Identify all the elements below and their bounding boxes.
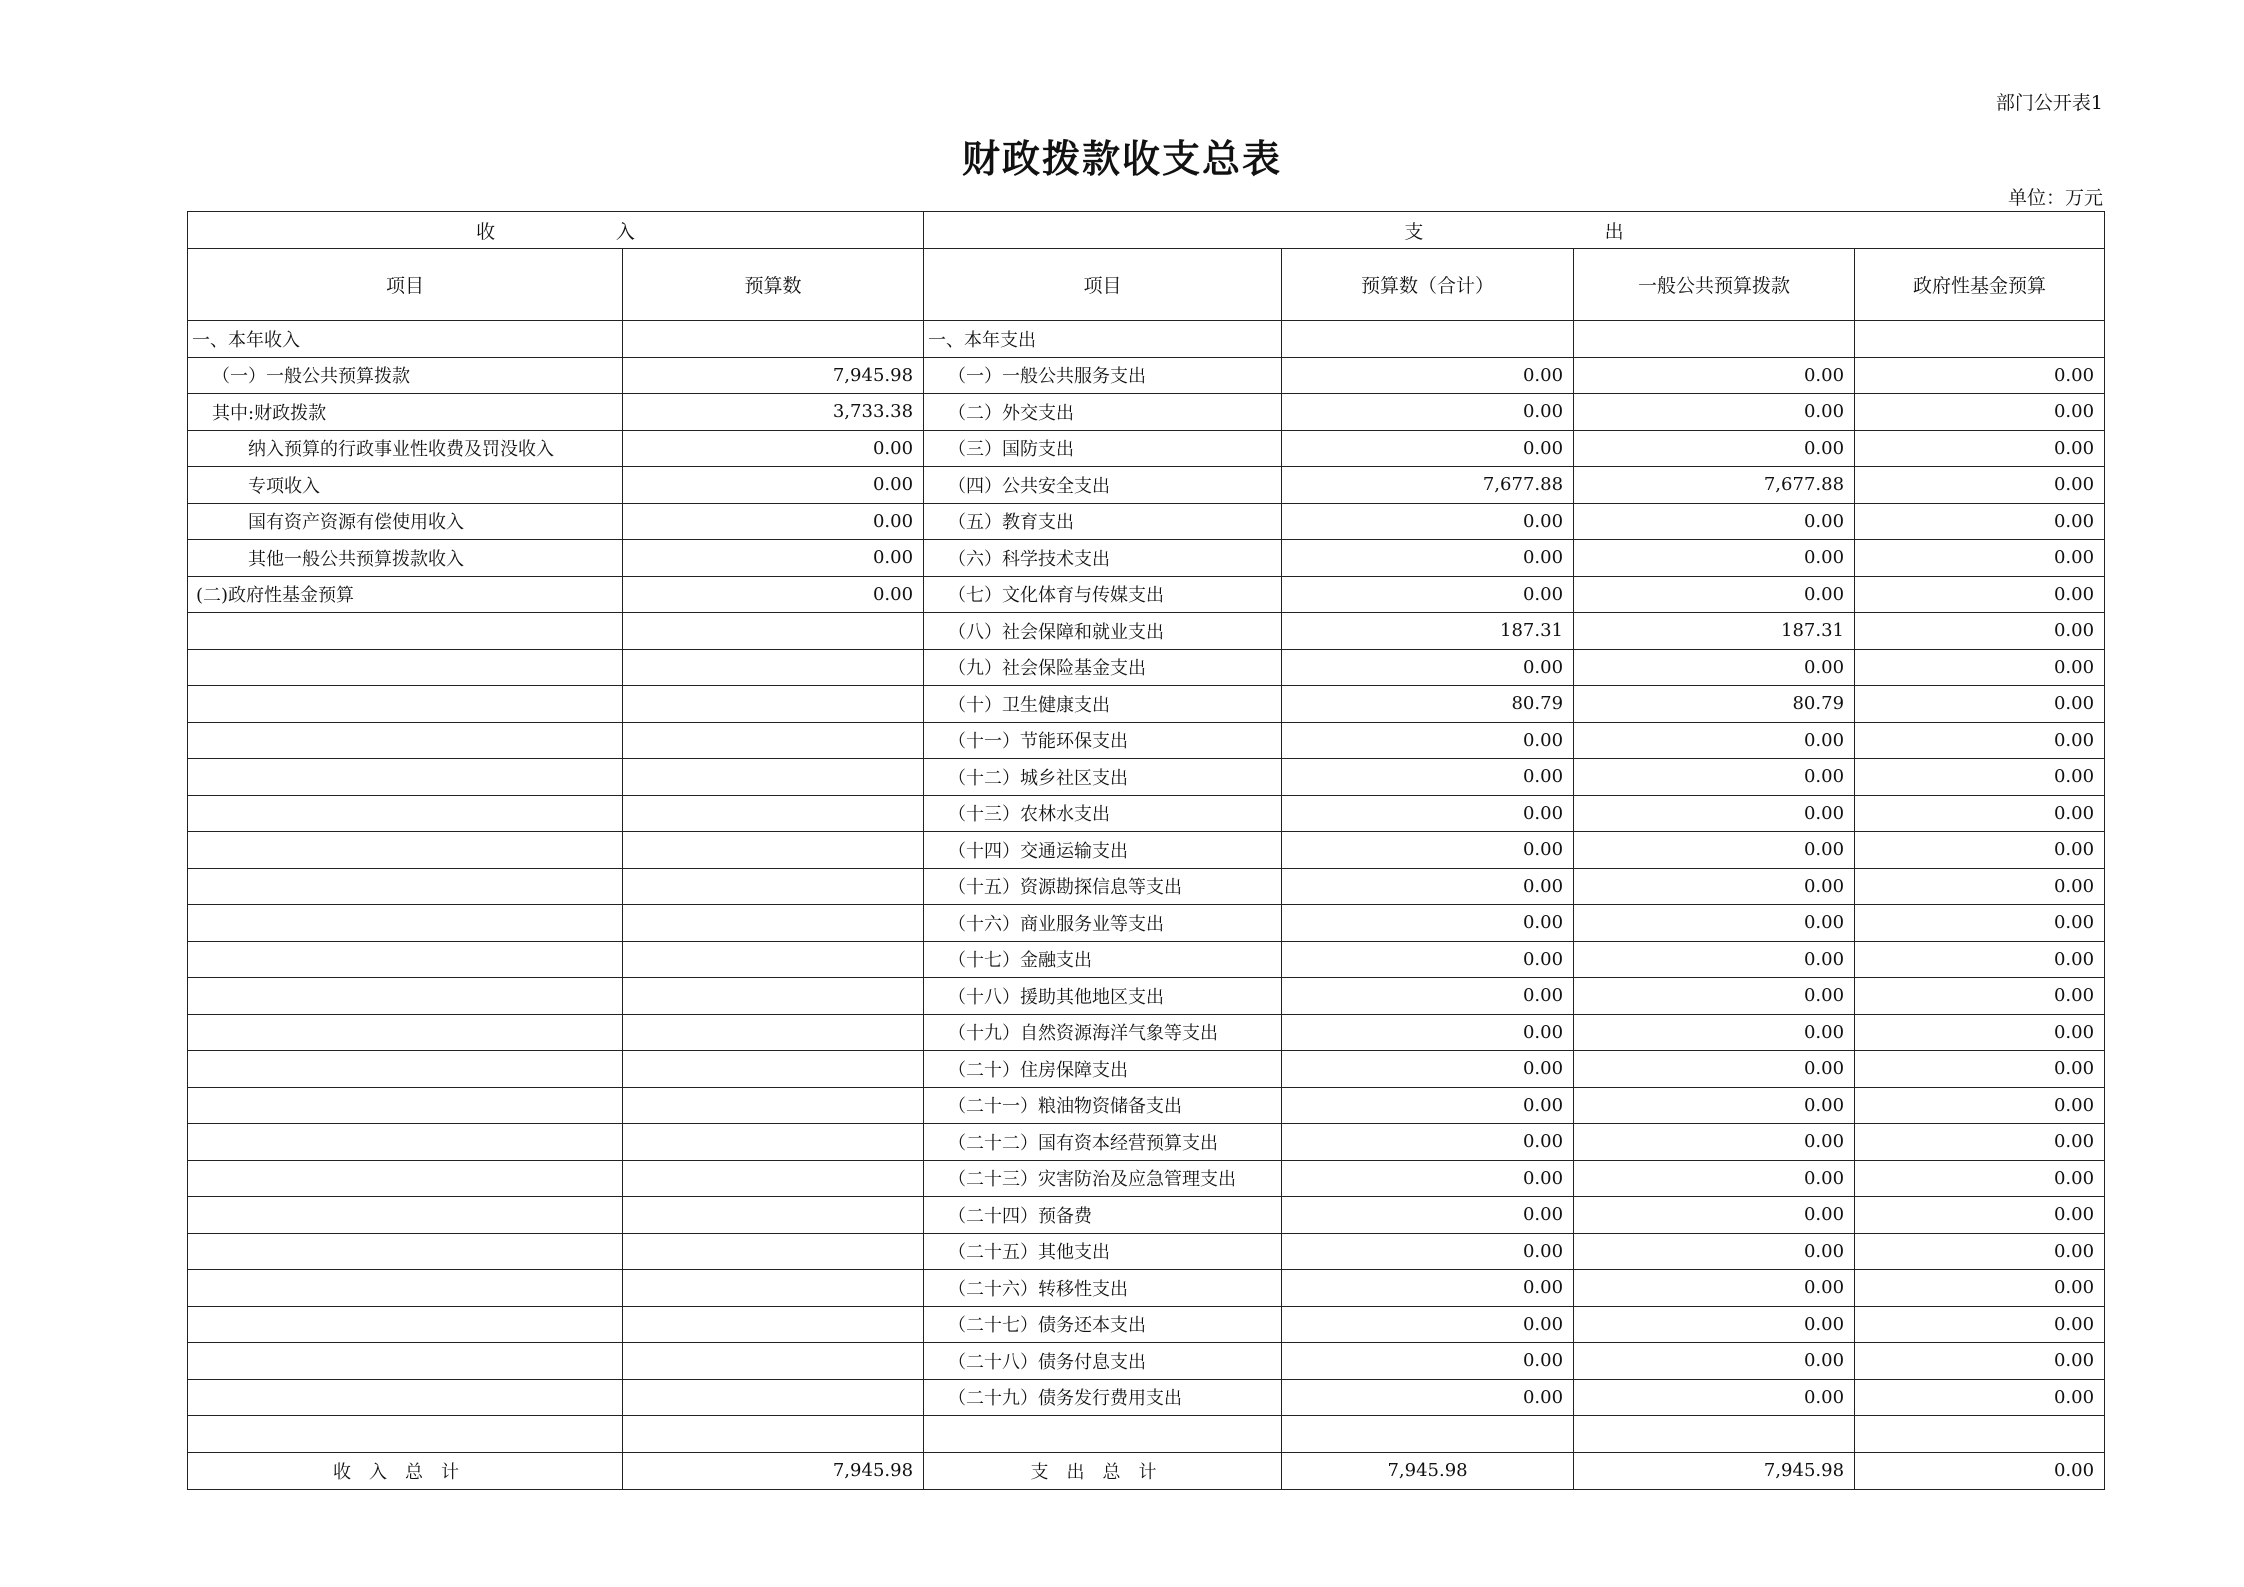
expense-fund-cell: 0.00	[1855, 1270, 2105, 1307]
table-row	[188, 1270, 2105, 1307]
expense-total-cell: 7,677.88	[1282, 467, 1574, 504]
table-row	[188, 1233, 2105, 1270]
expense-total-cell: 0.00	[1282, 540, 1574, 577]
expense-fund-cell: 0.00	[1855, 1051, 2105, 1088]
expense-general-cell: 0.00	[1574, 1270, 1855, 1307]
expense-item-cell: （十）卫生健康支出	[924, 686, 1282, 723]
expense-total-cell: 0.00	[1282, 503, 1574, 540]
income-budget-cell	[623, 905, 924, 942]
income-item-cell	[188, 1197, 623, 1234]
expense-general-cell: 0.00	[1574, 1124, 1855, 1161]
expense-fund-cell: 0.00	[1855, 649, 2105, 686]
table-row	[188, 321, 2105, 358]
income-budget-cell: 0.00	[623, 467, 924, 504]
table-row	[188, 941, 2105, 978]
expense-item-cell: （十三）农林水支出	[924, 795, 1282, 832]
expense-item-header: 项目	[924, 249, 1282, 321]
expense-item-cell: （十四）交通运输支出	[924, 832, 1282, 869]
expense-item-cell: （二十八）债务付息支出	[924, 1343, 1282, 1380]
table-row	[188, 1379, 2105, 1416]
expense-total-cell: 0.00	[1282, 430, 1574, 467]
table-row	[188, 357, 2105, 394]
expense-fund-cell: 0.00	[1855, 832, 2105, 869]
income-budget-cell	[623, 686, 924, 723]
table-row	[188, 1197, 2105, 1234]
table-row	[188, 1343, 2105, 1380]
expense-item-cell: （三）国防支出	[924, 430, 1282, 467]
income-budget-cell	[623, 1270, 924, 1307]
expense-fund-cell: 0.00	[1855, 540, 2105, 577]
expense-general-cell: 0.00	[1574, 905, 1855, 942]
expense-item-cell: （九）社会保险基金支出	[924, 649, 1282, 686]
expense-fund-cell: 0.00	[1855, 868, 2105, 905]
expense-item-cell: （五）教育支出	[924, 503, 1282, 540]
income-budget-cell: 0.00	[623, 540, 924, 577]
expense-general-cell: 0.00	[1574, 430, 1855, 467]
income-item-cell	[188, 832, 623, 869]
expense-general-cell: 187.31	[1574, 613, 1855, 650]
expense-fund-cell	[1855, 321, 2105, 358]
expense-item-cell: （一）一般公共服务支出	[924, 357, 1282, 394]
expense-item-cell: （十二）城乡社区支出	[924, 759, 1282, 796]
expense-general-cell: 0.00	[1574, 357, 1855, 394]
document-code: 部门公开表1	[1995, 92, 2103, 114]
expense-fund-cell: 0.00	[1855, 905, 2105, 942]
expense-general-header: 一般公共预算拨款	[1574, 249, 1855, 321]
expense-general-cell: 0.00	[1574, 1306, 1855, 1343]
table-row	[188, 394, 2105, 431]
expense-fund-cell: 0.00	[1855, 1160, 2105, 1197]
expense-total-cell: 0.00	[1282, 1233, 1574, 1270]
income-item-cell	[188, 1087, 623, 1124]
expense-fund-header: 政府性基金预算	[1855, 249, 2105, 321]
income-budget-cell	[623, 321, 924, 358]
expense-item-cell: （二十二）国有资本经营预算支出	[924, 1124, 1282, 1161]
income-budget-cell	[623, 978, 924, 1015]
expense-item-cell: （十七）金融支出	[924, 941, 1282, 978]
expense-total-cell: 0.00	[1282, 649, 1574, 686]
income-budget-cell	[623, 722, 924, 759]
expense-fund-cell: 0.00	[1855, 576, 2105, 613]
income-item-cell	[188, 1379, 623, 1416]
expense-general-cell: 0.00	[1574, 540, 1855, 577]
table-row	[188, 686, 2105, 723]
expense-item-cell: （十六）商业服务业等支出	[924, 905, 1282, 942]
income-budget-cell	[623, 649, 924, 686]
income-item-cell	[188, 795, 623, 832]
expense-fund-cell	[1855, 1416, 2105, 1453]
income-item-cell	[188, 905, 623, 942]
income-budget-cell	[623, 868, 924, 905]
expense-total-header: 预算数（合计）	[1282, 249, 1574, 321]
income-item-cell	[188, 649, 623, 686]
expense-general-cell	[1574, 321, 1855, 358]
expense-total-label: 支出总计	[924, 1452, 1282, 1489]
expense-fund-cell: 0.00	[1855, 1306, 2105, 1343]
expense-general-cell: 0.00	[1574, 978, 1855, 1015]
expense-item-cell: （二十九）债务发行费用支出	[924, 1379, 1282, 1416]
table-row	[188, 905, 2105, 942]
expense-item-cell	[924, 1416, 1282, 1453]
expense-total-cell	[1282, 1416, 1574, 1453]
table-row	[188, 795, 2105, 832]
table-row	[188, 1306, 2105, 1343]
expense-item-cell: （十九）自然资源海洋气象等支出	[924, 1014, 1282, 1051]
expense-fund-cell: 0.00	[1855, 394, 2105, 431]
income-item-cell	[188, 1160, 623, 1197]
income-budget-cell: 3,733.38	[623, 394, 924, 431]
table-row	[188, 1124, 2105, 1161]
income-budget-cell	[623, 1160, 924, 1197]
income-item-cell: 国有资产资源有偿使用收入	[188, 503, 623, 540]
expense-fund-cell: 0.00	[1855, 1014, 2105, 1051]
income-item-cell	[188, 1416, 623, 1453]
expense-general-cell: 0.00	[1574, 1197, 1855, 1234]
expense-total-cell: 0.00	[1282, 868, 1574, 905]
income-budget-cell	[623, 1051, 924, 1088]
income-budget-cell	[623, 1014, 924, 1051]
income-budget-cell	[623, 1306, 924, 1343]
expense-item-cell: （二十五）其他支出	[924, 1233, 1282, 1270]
expense-total-cell: 0.00	[1282, 795, 1574, 832]
expense-total-cell: 0.00	[1282, 1197, 1574, 1234]
table-row	[188, 540, 2105, 577]
expense-total-cell: 187.31	[1282, 613, 1574, 650]
expense-fund-cell: 0.00	[1855, 686, 2105, 723]
table-row	[188, 649, 2105, 686]
income-item-cell	[188, 941, 623, 978]
expense-item-cell: （二十三）灾害防治及应急管理支出	[924, 1160, 1282, 1197]
expense-general-cell: 0.00	[1574, 394, 1855, 431]
expense-item-cell: （二十四）预备费	[924, 1197, 1282, 1234]
income-item-cell	[188, 1051, 623, 1088]
expense-fund-cell: 0.00	[1855, 1379, 2105, 1416]
income-item-cell: （一）一般公共预算拨款	[188, 357, 623, 394]
expense-fund-cell: 0.00	[1855, 1087, 2105, 1124]
table-row	[188, 832, 2105, 869]
totals-row	[188, 1452, 2105, 1489]
table-row	[188, 503, 2105, 540]
expense-fund-cell: 0.00	[1855, 1343, 2105, 1380]
income-budget-cell	[623, 795, 924, 832]
income-item-cell: 其中:财政拨款	[188, 394, 623, 431]
expense-item-cell: 一、本年支出	[924, 321, 1282, 358]
income-item-cell	[188, 613, 623, 650]
income-item-cell	[188, 978, 623, 1015]
expense-total-cell: 0.00	[1282, 1270, 1574, 1307]
column-header-row	[188, 249, 2105, 321]
income-item-cell	[188, 759, 623, 796]
expense-item-cell: （六）科学技术支出	[924, 540, 1282, 577]
expense-general-cell: 0.00	[1574, 868, 1855, 905]
income-budget-cell: 0.00	[623, 503, 924, 540]
table-row	[188, 1051, 2105, 1088]
expense-general-cell: 0.00	[1574, 722, 1855, 759]
expense-fund-cell: 0.00	[1855, 941, 2105, 978]
expense-total-cell: 0.00	[1282, 722, 1574, 759]
expense-total-cell: 0.00	[1282, 394, 1574, 431]
income-budget-cell	[623, 1416, 924, 1453]
expense-total-cell: 0.00	[1282, 1306, 1574, 1343]
budget-table	[187, 211, 2105, 1490]
expense-general-cell: 0.00	[1574, 1087, 1855, 1124]
income-total-label: 收入总计	[188, 1452, 623, 1489]
income-budget-cell	[623, 1343, 924, 1380]
expense-item-cell: （二）外交支出	[924, 394, 1282, 431]
income-budget-cell	[623, 613, 924, 650]
income-item-cell	[188, 686, 623, 723]
expense-item-cell: （四）公共安全支出	[924, 467, 1282, 504]
expense-total-cell: 0.00	[1282, 1379, 1574, 1416]
page-title: 财政拨款收支总表	[961, 136, 1282, 181]
expense-fund-cell: 0.00	[1855, 1197, 2105, 1234]
expense-general-cell: 0.00	[1574, 1014, 1855, 1051]
income-item-cell: (二)政府性基金预算	[188, 576, 623, 613]
income-budget-cell	[623, 1233, 924, 1270]
expense-item-cell: （七）文化体育与传媒支出	[924, 576, 1282, 613]
table-row	[188, 868, 2105, 905]
income-budget-cell: 7,945.98	[623, 357, 924, 394]
table-row	[188, 978, 2105, 1015]
income-item-cell	[188, 1306, 623, 1343]
expense-general-cell: 0.00	[1574, 795, 1855, 832]
expense-fund-cell: 0.00	[1855, 978, 2105, 1015]
expense-general-cell	[1574, 1416, 1855, 1453]
income-item-cell	[188, 868, 623, 905]
income-budget-cell: 0.00	[623, 576, 924, 613]
income-item-cell: 其他一般公共预算拨款收入	[188, 540, 623, 577]
income-budget-cell: 0.00	[623, 430, 924, 467]
expense-total-cell: 0.00	[1282, 1087, 1574, 1124]
expense-general-cell: 0.00	[1574, 1051, 1855, 1088]
table-row	[188, 1416, 2105, 1453]
expense-fund-cell: 0.00	[1855, 759, 2105, 796]
expense-total-value: 7,945.98	[1282, 1452, 1574, 1489]
table-row	[188, 1014, 2105, 1051]
expense-general-cell: 0.00	[1574, 576, 1855, 613]
expense-item-cell: （十五）资源勘探信息等支出	[924, 868, 1282, 905]
expense-total-cell: 0.00	[1282, 1051, 1574, 1088]
table-row	[188, 759, 2105, 796]
expense-section-header: 支 出	[924, 212, 2105, 249]
income-item-cell	[188, 722, 623, 759]
expense-general-cell: 7,677.88	[1574, 467, 1855, 504]
expense-general-cell: 0.00	[1574, 1379, 1855, 1416]
expense-item-cell: （二十一）粮油物资储备支出	[924, 1087, 1282, 1124]
expense-general-cell: 0.00	[1574, 503, 1855, 540]
table-row	[188, 576, 2105, 613]
expense-general-cell: 0.00	[1574, 1160, 1855, 1197]
income-section-header: 收 入	[188, 212, 924, 249]
expense-item-cell: （二十七）债务还本支出	[924, 1306, 1282, 1343]
expense-general-cell: 80.79	[1574, 686, 1855, 723]
expense-fund-cell: 0.00	[1855, 613, 2105, 650]
expense-general-cell: 0.00	[1574, 941, 1855, 978]
table-row	[188, 430, 2105, 467]
expense-general-cell: 0.00	[1574, 1233, 1855, 1270]
table-row	[188, 613, 2105, 650]
expense-general-cell: 0.00	[1574, 1343, 1855, 1380]
income-item-cell: 一、本年收入	[188, 321, 623, 358]
table-row	[188, 1160, 2105, 1197]
table-row	[188, 722, 2105, 759]
expense-fund-total-value: 0.00	[1855, 1452, 2105, 1489]
expense-total-cell: 0.00	[1282, 905, 1574, 942]
expense-total-cell: 0.00	[1282, 357, 1574, 394]
income-budget-cell	[623, 941, 924, 978]
income-budget-cell	[623, 1379, 924, 1416]
expense-fund-cell: 0.00	[1855, 357, 2105, 394]
expense-fund-cell: 0.00	[1855, 1233, 2105, 1270]
income-budget-cell	[623, 832, 924, 869]
expense-total-cell: 80.79	[1282, 686, 1574, 723]
expense-general-cell: 0.00	[1574, 759, 1855, 796]
expense-fund-cell: 0.00	[1855, 795, 2105, 832]
expense-total-cell: 0.00	[1282, 1160, 1574, 1197]
income-item-cell	[188, 1014, 623, 1051]
expense-general-cell: 0.00	[1574, 649, 1855, 686]
income-item-cell	[188, 1124, 623, 1161]
expense-fund-cell: 0.00	[1855, 722, 2105, 759]
expense-total-cell: 0.00	[1282, 832, 1574, 869]
income-item-cell	[188, 1270, 623, 1307]
income-budget-cell	[623, 1124, 924, 1161]
income-budget-cell	[623, 1087, 924, 1124]
expense-item-cell: （十八）援助其他地区支出	[924, 978, 1282, 1015]
expense-item-cell: （二十六）转移性支出	[924, 1270, 1282, 1307]
income-item-cell: 专项收入	[188, 467, 623, 504]
expense-total-cell: 0.00	[1282, 1014, 1574, 1051]
expense-fund-cell: 0.00	[1855, 1124, 2105, 1161]
section-header-row	[188, 212, 2105, 249]
expense-item-cell: （八）社会保障和就业支出	[924, 613, 1282, 650]
expense-general-cell: 0.00	[1574, 832, 1855, 869]
income-budget-cell	[623, 1197, 924, 1234]
expense-fund-cell: 0.00	[1855, 430, 2105, 467]
income-total-value: 7,945.98	[623, 1452, 924, 1489]
income-item-header: 项目	[188, 249, 623, 321]
table-row	[188, 467, 2105, 504]
expense-total-cell: 0.00	[1282, 759, 1574, 796]
unit-label: 单位：万元	[2007, 187, 2103, 209]
expense-total-cell	[1282, 321, 1574, 358]
income-budget-header: 预算数	[623, 249, 924, 321]
expense-total-cell: 0.00	[1282, 978, 1574, 1015]
expense-total-cell: 0.00	[1282, 1343, 1574, 1380]
expense-total-cell: 0.00	[1282, 1124, 1574, 1161]
income-item-cell: 纳入预算的行政事业性收费及罚没收入	[188, 430, 623, 467]
income-item-cell	[188, 1233, 623, 1270]
expense-item-cell: （二十）住房保障支出	[924, 1051, 1282, 1088]
expense-total-cell: 0.00	[1282, 576, 1574, 613]
expense-general-total-value: 7,945.98	[1574, 1452, 1855, 1489]
income-item-cell	[188, 1343, 623, 1380]
expense-item-cell: （十一）节能环保支出	[924, 722, 1282, 759]
expense-fund-cell: 0.00	[1855, 503, 2105, 540]
table-row	[188, 1087, 2105, 1124]
income-budget-cell	[623, 759, 924, 796]
expense-total-cell: 0.00	[1282, 941, 1574, 978]
expense-fund-cell: 0.00	[1855, 467, 2105, 504]
